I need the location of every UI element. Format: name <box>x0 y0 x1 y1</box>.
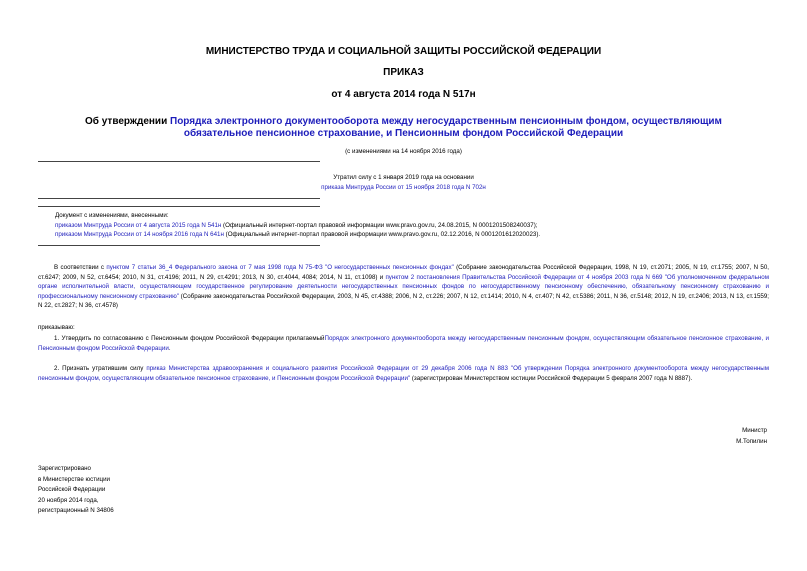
paragraph-text: В соответствии с <box>54 264 107 271</box>
void-note <box>0 173 807 192</box>
void-note-link[interactable]: приказа Минтруда России от 15 ноября 2018 года N 702н <box>321 183 486 191</box>
procedure-link[interactable]: Порядок электронного документооборота между негосударственным пенсионным фондом, осуществляющим обязательное пенсионное страхование, и Пенсионным фондом Российской Федерации <box>38 335 769 352</box>
paragraph-text: . <box>168 344 171 352</box>
repealed-order-link[interactable]: приказ Министерства здравоохранения и социального развития Российской Федерации от 29 декабря 2006 года N 883 "Об утверждении Порядка электронного документооборота между негосударственным пенсионным фондом, осуществляющим обязательное пенсионное страхование, и Пенсионным фондом Российской Федерации" <box>38 365 769 382</box>
signature-position: Министр <box>742 427 767 434</box>
registration-block <box>38 464 114 517</box>
amendment-link[interactable]: приказом Минтруда России от 14 ноября 2016 года N 641н <box>55 231 224 238</box>
amendments-heading: Документ с изменениями, внесенными: <box>55 212 169 219</box>
title-link[interactable]: Порядка электронного документооборота между негосударственным пенсионным фондом, осуществляющим обязательное пенсионное страхование, и Пенсионным фондом Российской Федерации <box>170 116 722 139</box>
amendment-item <box>55 221 755 231</box>
registration-line: в Министерстве юстиции <box>38 475 111 483</box>
amendment-link[interactable]: приказом Минтруда России от 4 августа 2015 года N 541н <box>55 221 222 229</box>
date-number-heading: от 4 августа 2014 года N 517н <box>331 89 476 100</box>
paragraph-repeal <box>38 364 769 383</box>
amendment-source: (Официальный интернет-портал правовой информации www.pravo.gov.ru, 02.12.2016, N 0001201612020023). <box>223 231 541 238</box>
divider <box>38 198 320 199</box>
registration-line: регистрационный N 34806 <box>38 507 114 514</box>
registration-line: Российской Федерации <box>38 486 106 493</box>
divider <box>38 161 320 162</box>
paragraph-text: (Собрание законодательства Российской Федерации, 2003, N 45, ст.4388; 2006, N 2, ст.226; 2007, N 12, ст.1414; 2010, N 4, ст.407; N 42, ст.5386; 2011, N 36, ст.5148; 2012, N 19, ст.2406; 2013, N 13, ст.1559; N 22, ст.2827; N 36, ст.4578) <box>38 292 770 309</box>
law-link[interactable]: пунктом 7 статьи 36_4 Федерального закона от 7 мая 1998 года N 75-ФЗ "О негосударственных пенсионных фондах" <box>106 264 454 271</box>
paragraph-text: 1. Утвердить по согласованию с Пенсионным фондом Российской Федерации прилагаемый <box>54 335 325 342</box>
registration-line: Зарегистрировано <box>38 465 91 472</box>
doc-type-heading: ПРИКАЗ <box>383 67 424 78</box>
divider <box>38 206 320 207</box>
paragraph-basis <box>38 263 769 311</box>
title-prefix: Об утверждении <box>85 116 170 127</box>
registration-line: 20 ноября 2014 года, <box>38 496 99 504</box>
changes-note: (с изменениями на 14 ноября 2016 года) <box>345 148 462 155</box>
document-title <box>60 116 747 140</box>
resolution-link[interactable]: пунктом 2 постановления Правительства Российской Федерации от 4 ноября 2003 года N 669 "Об уполномоченном федеральном органе исполнительной власти, осуществляющем государственное регулирование деятельности негосударственных пенсионных фондов по негосударственному пенсионному обеспечению, обязательному пенсионному страхованию и профессиональному пенсионному страхованию" <box>38 273 769 300</box>
amendment-item <box>55 230 755 240</box>
ministry-heading: МИНИСТЕРСТВО ТРУДА И СОЦИАЛЬНОЙ ЗАЩИТЫ РОССИЙСКОЙ ФЕДЕРАЦИИ <box>205 46 602 57</box>
order-word: приказываю: <box>38 324 75 331</box>
paragraph-text: (Собрание законодательства Российской Федерации, 1998, N 19, ст.2071; 2005, N 19, ст.1755; 2007, N 50, ст.6247; 2009, N 52, ст.6454; 2010, N 31, ст.4196; 2011, N 29, ст.4291; 2013, N 30, ст.4044, 4084; 2014, N 11, ст.1098) и <box>38 264 769 281</box>
paragraph-approve <box>38 334 769 353</box>
divider <box>38 245 320 246</box>
void-note-text: Утратил силу с 1 января 2019 года на основании <box>333 174 474 181</box>
amendment-source: (Официальный интернет-портал правовой информации www.pravo.gov.ru, 24.08.2015, N 0001201508240037); <box>221 221 538 229</box>
signature-name: М.Топилин <box>736 438 767 445</box>
amendments-block <box>55 211 755 240</box>
paragraph-text: 2. Признать утратившим силу <box>54 365 147 372</box>
paragraph-text: (зарегистрирован Министерством юстиции Российской Федерации 5 февраля 2007 года N 8887). <box>410 374 693 382</box>
